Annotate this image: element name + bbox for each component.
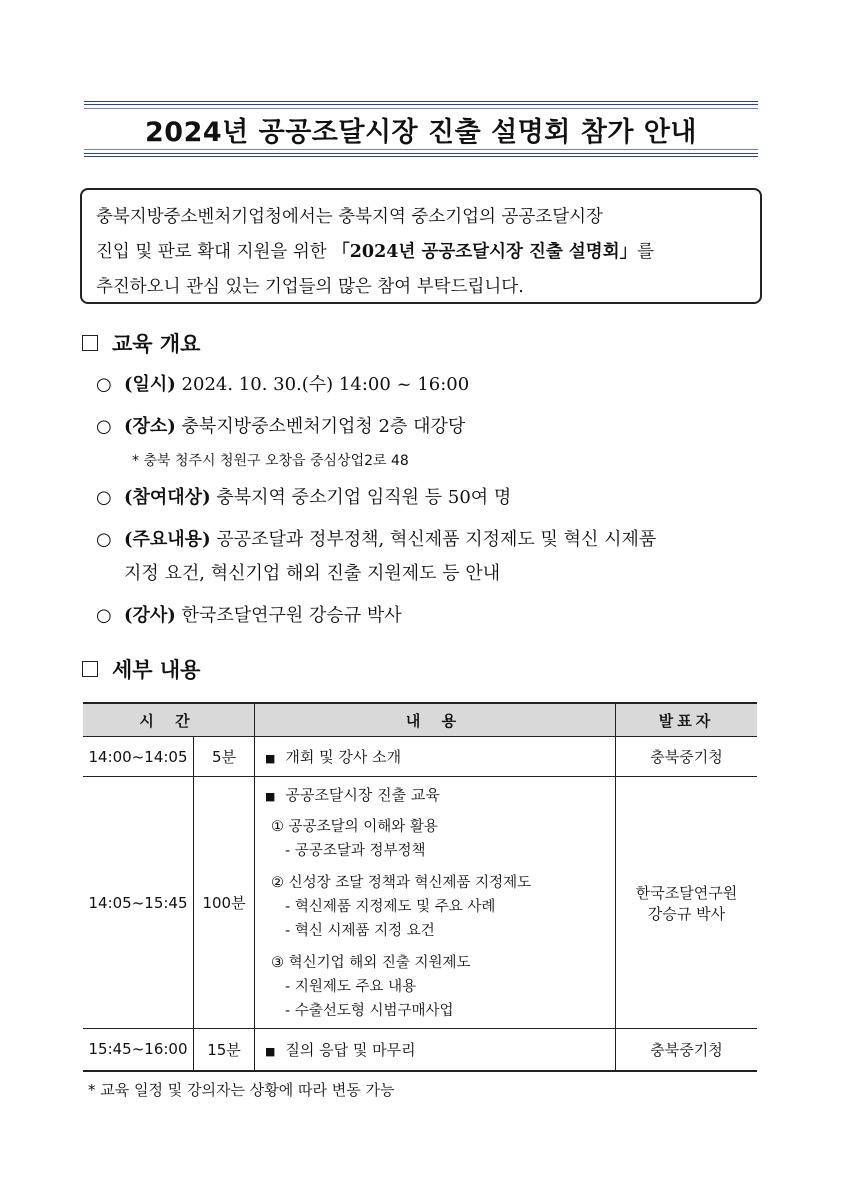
overview-item-target: ○ (참여대상) 충북지역 중소기업 임직원 등 50여 명: [96, 487, 512, 508]
square-bullet-icon: [82, 335, 98, 351]
header-presenter: 발표자: [616, 703, 758, 737]
row-presenter: 한국조달연구원 강승규 박사: [616, 777, 758, 1029]
overview-item-date: ○ (일시) 2024. 10. 30.(수) 14:00 ~ 16:00: [96, 374, 470, 395]
sub-item: ① 공공조달의 이해와 활용: [271, 819, 438, 835]
row-content: ■ 개회 및 강사 소개: [255, 737, 616, 777]
row-duration: 15분: [194, 1029, 255, 1071]
row-duration: 100분: [194, 777, 255, 1029]
row-duration: 5분: [194, 737, 255, 777]
intro-line-1: 충북지방중소벤처기업청에서는 충북지역 중소기업의 공공조달시장: [96, 207, 603, 227]
table-header-row: [83, 703, 757, 737]
overview-heading: 교육 개요: [82, 328, 200, 358]
row-time: 14:00~14:05: [83, 737, 194, 777]
intro-line-3: 추진하오니 관심 있는 기업들의 많은 참여 부탁드립니다.: [96, 277, 524, 297]
sub-item: - 혁신 시제품 지정 요건: [285, 923, 435, 939]
page-title: 2024년 공공조달시장 진출 설명회 참가 안내: [145, 116, 697, 148]
row-presenter: 충북중기청: [616, 737, 758, 777]
place-address-note: * 충북 청주시 청원구 오창읍 중심상업2로 48: [132, 453, 409, 469]
overview-item-lecturer: ○ (강사) 한국조달연구원 강승규 박사: [96, 605, 402, 626]
square-bullet-icon: [82, 661, 98, 677]
intro-line-2: 진입 및 판로 확대 지원을 위한 「2024년 공공조달시장 진출 설명회」를: [96, 242, 654, 262]
intro-box: [80, 188, 762, 304]
event-name: 「2024년 공공조달시장 진출 설명회」: [332, 242, 638, 262]
schedule-table: [83, 702, 757, 1072]
overview-item-place: ○ (장소) 충북지방중소벤처기업청 2층 대강당: [96, 416, 466, 437]
header-content: 내 용: [255, 703, 616, 737]
row-content: ■ 공공조달시장 진출 교육 ① 공공조달의 이해와 활용 - 공공조달과 정부정책 ② 신성장 조달 정책과 혁신제품 지정제도 - 혁신제품 지정제도 및 주요 사례 - 혁신 시제품 지정 요건 ③ 혁신기업 해외 진출 지원제도 - 지원제도 주요 내용 - 수출선도형 시범구매사업: [255, 777, 616, 1029]
row-content: ■ 질의 응답 및 마무리: [255, 1029, 616, 1071]
table-row: [83, 737, 757, 777]
table-row: [83, 1029, 757, 1071]
row-time: 15:45~16:00: [83, 1029, 194, 1071]
header-time: 시 간: [83, 703, 255, 737]
sub-item: ③ 혁신기업 해외 진출 지원제도: [271, 955, 471, 971]
details-heading: 세부 내용: [82, 654, 200, 684]
title-banner: [84, 101, 758, 157]
row-presenter: 충북중기청: [616, 1029, 758, 1071]
sub-item: ② 신성장 조달 정책과 혁신제품 지정제도: [271, 875, 532, 891]
sub-item: - 수출선도형 시범구매사업: [285, 1003, 454, 1019]
overview-item-main-content-cont: 지정 요건, 혁신기업 해외 진출 지원제도 등 안내: [124, 563, 501, 584]
sub-item: - 혁신제품 지정제도 및 주요 사례: [285, 899, 496, 915]
footnote: * 교육 일정 및 강의자는 상황에 따라 변동 가능: [88, 1081, 395, 1099]
sub-item: - 공공조달과 정부정책: [285, 843, 426, 859]
row-time: 14:05~15:45: [83, 777, 194, 1029]
sub-item: - 지원제도 주요 내용: [285, 979, 417, 995]
overview-item-main-content: ○ (주요내용) 공공조달과 정부정책, 혁신제품 지정제도 및 혁신 시제품: [96, 529, 657, 550]
table-row: [83, 777, 757, 1029]
